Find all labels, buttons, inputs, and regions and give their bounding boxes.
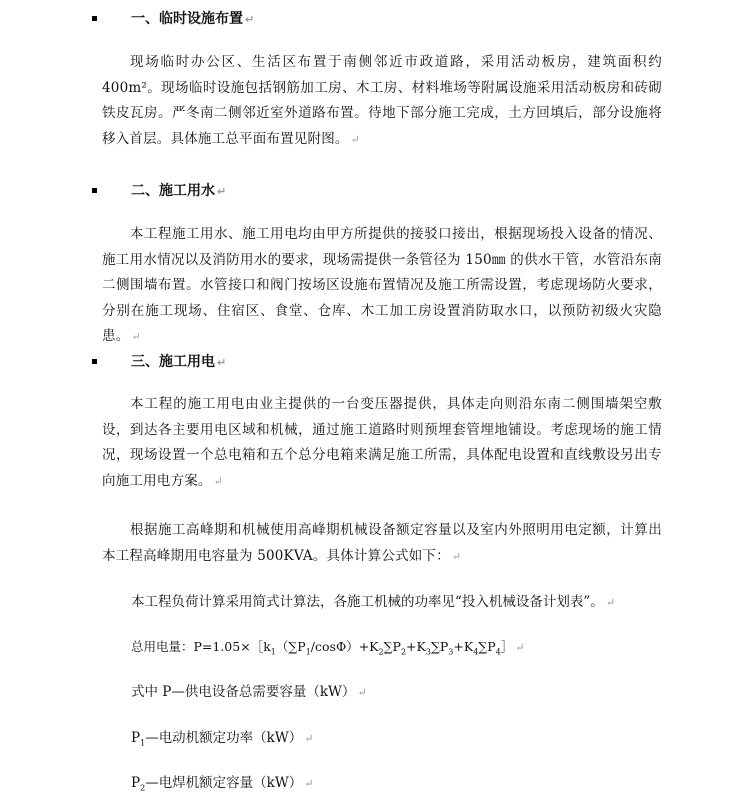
section-1-header [0,8,745,30]
load-calc-line: 本工程负荷计算采用简式计算法，各施工机械的功率见“投入机械设备计划表”。 ↵ [131,594,616,610]
section-2-header [0,180,745,202]
section-3-header [0,351,745,373]
section-2-paragraph: 本工程施工用水、施工用电均由甲方所提供的接驳口接出，根据现场投入设备的情况、施工用水情况以及消防用水的要求，现场需提供一条管径为 150㎜ 的供水干管，水管沿东南二侧围墙布置。水管接口和阀门按场区设施布置情况及施工所需设置，考虑现场防火要求，分别在施工现场、住宿区、食堂、仓库、木工加工房设置消防取水口，以预防初级火灾隐患。 ↵ [102,226,662,344]
definition-p1: $P_1—$电动机额定功率（kW） ↵ [131,730,314,748]
section-3-heading: 三、施工用电 ↵ [131,354,227,370]
section-3-paragraph: 本工程的施工用电由业主提供的一台变压器提供，具体走向则沿东南二侧围墙架空敷设，到达各主要用电区域和机械，通过施工道路时则预埋套管埋地铺设。考虑现场的施工情况，现场设置一个总电箱和五个总分电箱来满足施工所需，具体配电设置和直线敷设另出专向施工用电方案。 ↵ [102,396,662,489]
section-1-paragraph: 现场临时办公区、生活区布置于南侧邻近市政道路，采用活动板房，建筑面积约 400m²。现场临时设施包括钢筋加工房、木工房、材料堆场等附属设施采用活动板房和砖砌铁皮瓦房。严冬南二侧邻近室外道路布置。待地下部分施工完成，土方回填后，部分设施将移入首层。具体施工总平面布置见附图。 ↵ [102,54,662,147]
formula-line: 总用电量：$P=1.05\times[k_1(\sum P_1/\cos\Phi)+K_2\sum P_2+K_3\sum P_3+K_4\sum P_4]$ ↵ [131,639,525,657]
section-2-heading: 二、施工用水 ↵ [131,183,227,199]
bullet-icon [92,16,97,21]
section-1-heading: 一、临时设施布置 ↵ [131,11,255,27]
bullet-icon [92,188,97,193]
definition-p2: $P_2—$电焊机额定容量（kW） ↵ [131,775,314,793]
bullet-icon [92,359,97,364]
peak-load-paragraph: 根据施工高峰期和机械使用高峰期机械设备额定容量以及室内外照明用电定额，计算出本工程高峰期用电容量为 500KVA。具体计算公式如下： ↵ [102,522,662,564]
definition-p: 式中 P—供电设备总需要容量（kW） ↵ [131,684,367,700]
